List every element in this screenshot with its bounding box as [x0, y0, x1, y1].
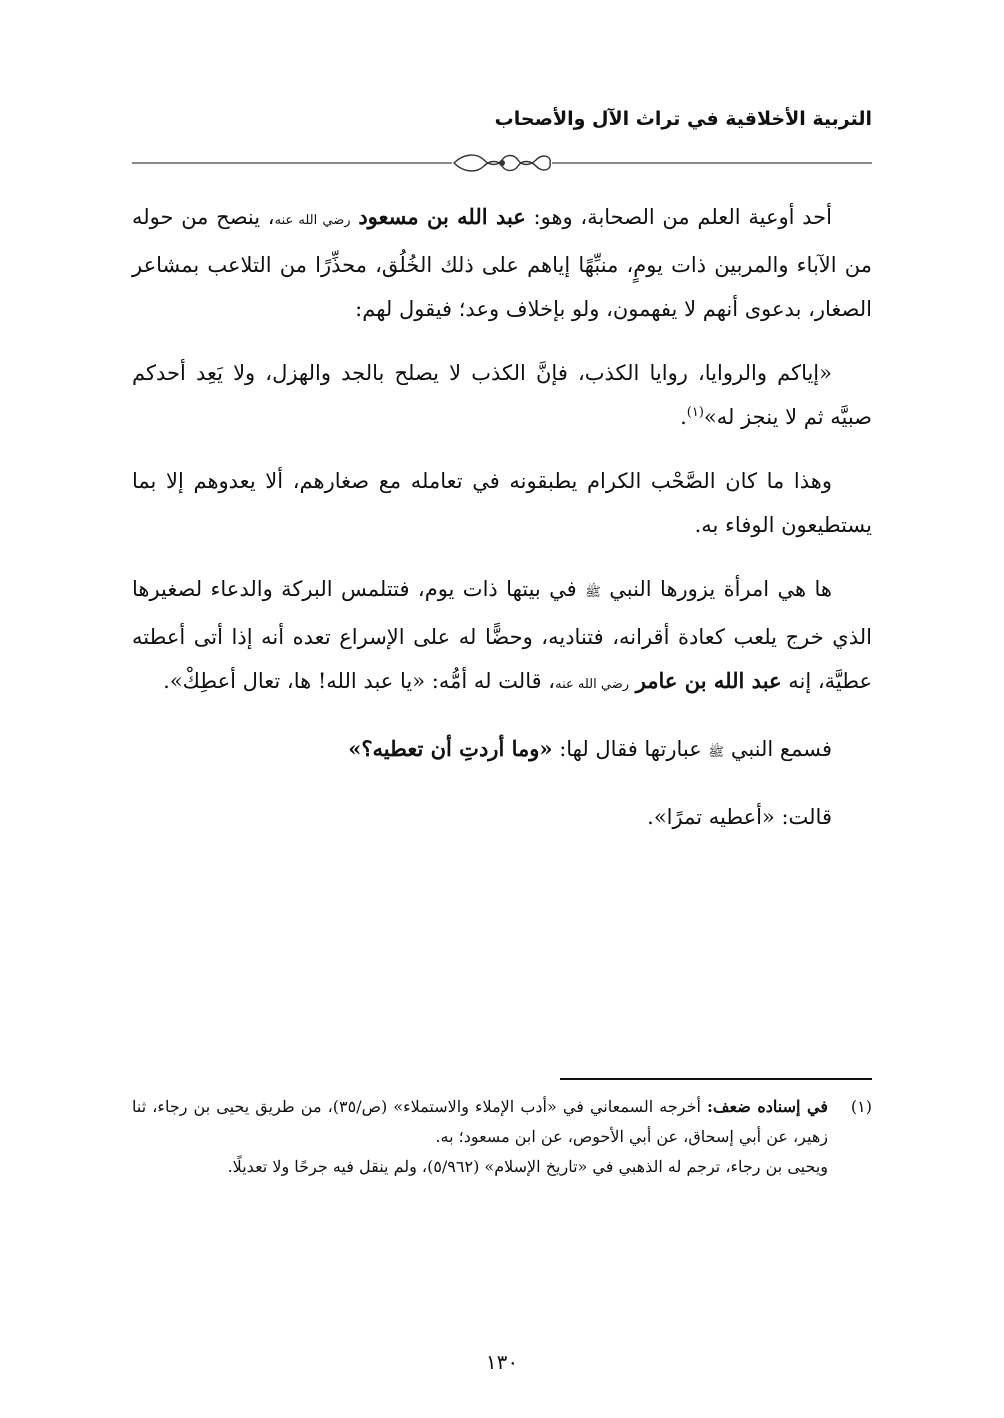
paragraph-4: [132, 567, 872, 707]
p5-text-a: فسمع النبي: [724, 737, 832, 761]
p4-text-c: ، قالت له أمُّه: «يا عبد الله! ها، تعال أعطِكْ».: [163, 669, 556, 693]
footnote-separator: [560, 1078, 872, 1080]
p4-honorific-1: ﷺ: [585, 585, 601, 600]
footnote-text: [132, 1092, 828, 1152]
footnote-number: (١): [850, 1097, 872, 1116]
p4-text-b: في بيتها ذات يوم، فتتلمس البركة والدعاء لصغيرها الذي خرج يلعب كعادة أقرانه، فتناديه، وحضًّا له على الإسراع تعده أنه إذا أتى أعطته عطيَّة، إنه: [132, 577, 872, 693]
footnotes: [132, 1092, 872, 1182]
running-header: التربية الأخلاقية في تراث الآل والأصحاب: [494, 108, 872, 130]
p2-end: .: [680, 405, 687, 429]
p4-name: عبد الله بن عامر: [635, 668, 782, 693]
paragraph-3: وهذا ما كان الصَّحْب الكرام يطبقونه في تعامله مع صغارهم، ألا يعدوهم إلا بما يستطيعون الوفاء به.: [132, 469, 872, 537]
p1-text-b: ، ينصح من حوله من الآباء والمربين ذات يومٍ، منبِّهًا إياهم على ذلك الخُلُق، محذِّرًا من التلاعب بمشاعر الصغار، بدعوى أنهم لا يفهمون، ولو بإخلاف وعد؛ فيقول لهم:: [132, 205, 872, 321]
paragraph-5: [132, 727, 872, 775]
footnote-1-continuation: ويحيى بن رجاء، ترجم له الذهبي في «تاريخ الإسلام» (٥/٩٦٢)، ولم ينقل فيه جرحًا ولا تعديلًا.: [227, 1157, 828, 1176]
paragraph-6: قالت: «أعطيه تمرًا».: [647, 805, 832, 829]
p1-text-a: أحد أوعية العلم من الصحابة، وهو:: [525, 205, 832, 229]
ornamental-divider: [132, 148, 872, 178]
p2-text: «إياكم والروايا، روايا الكذب، فإنَّ الكذب لا يصلح بالجد والهزل، ولا يَعِد أحدكم صبيَّه ثم لا ينجز له»: [132, 361, 872, 429]
p4-text-a: ها هي امرأة يزورها النبي: [600, 577, 832, 601]
paragraph-1: [132, 195, 872, 331]
ornament-icon: [132, 148, 872, 178]
p4-honorific-2: رضي الله عنه: [555, 677, 630, 692]
p1-honorific: رضي الله عنه: [274, 213, 351, 228]
footnote-body: أخرجه السمعاني في «أدب الإملاء والاستملاء» (ص/٣٥)، من طريق يحيى بن رجاء، ثنا زهير، عن أبي إسحاق، عن أبي الأحوص، عن ابن مسعود؛ به.: [132, 1097, 828, 1146]
main-text: [132, 195, 872, 859]
p5-honorific: ﷺ: [708, 745, 725, 760]
p5-text-b: عبارتها فقال لها:: [552, 737, 709, 761]
page-number: ١٣٠: [485, 1350, 519, 1374]
paragraph-2-quote: [132, 351, 872, 439]
footnote-1: [132, 1092, 872, 1152]
footnote-label: في إسناده ضعف:: [707, 1097, 829, 1116]
p5-quote: «وما أردتِ أن تعطيه؟»: [348, 736, 553, 761]
footnote-ref-1[interactable]: (١): [686, 405, 704, 420]
p1-name: عبد الله بن مسعود: [358, 204, 526, 229]
